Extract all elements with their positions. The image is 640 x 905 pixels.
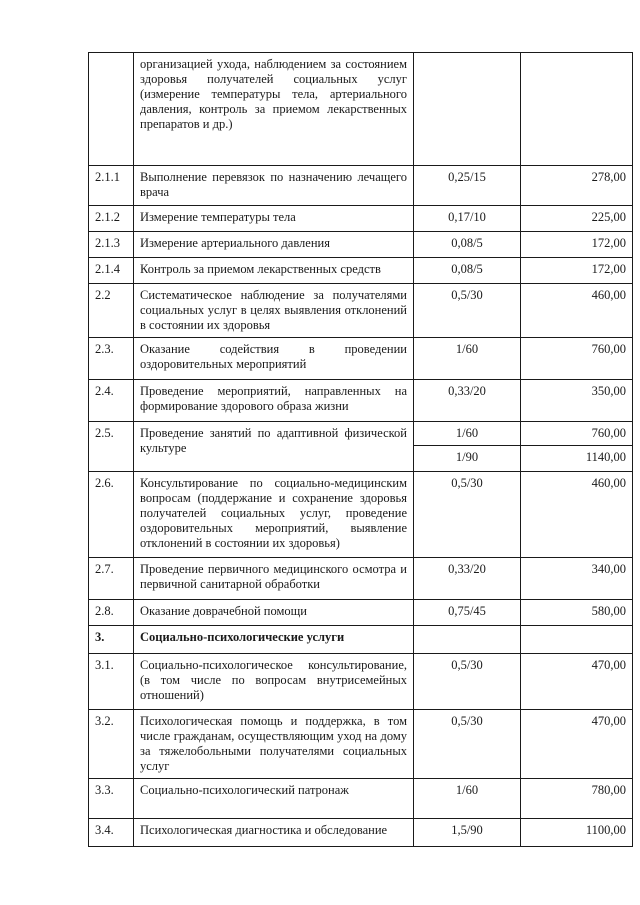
service-time: 0,25/15: [414, 166, 521, 206]
service-time: 0,5/30: [414, 284, 521, 338]
service-time-alt: 1/90: [414, 446, 521, 472]
service-price: 460,00: [521, 472, 633, 558]
table-row: [89, 472, 633, 558]
service-name: Социально-психологический патронаж: [134, 779, 414, 819]
section-title: Социально-психологические услуги: [134, 626, 414, 654]
service-price: 580,00: [521, 600, 633, 626]
table-row: [89, 206, 633, 232]
service-number: 2.7.: [89, 558, 134, 600]
service-time: 0,08/5: [414, 232, 521, 258]
table-row: [89, 600, 633, 626]
service-number: [89, 53, 134, 166]
service-name: организацией ухода, наблюдением за состоянием здоровья получателей социальных услуг (измерение температуры тела, артериального давления, контроль за приемом лекарственных препаратов и др.): [134, 53, 414, 166]
service-name: Измерение артериального давления: [134, 232, 414, 258]
service-time: 0,5/30: [414, 654, 521, 710]
service-time: 0,33/20: [414, 558, 521, 600]
service-name: Измерение температуры тела: [134, 206, 414, 232]
service-number: 2.8.: [89, 600, 134, 626]
section-number: 3.: [89, 626, 134, 654]
service-price: [521, 626, 633, 654]
service-price: 780,00: [521, 779, 633, 819]
service-time: 0,5/30: [414, 710, 521, 779]
services-tariff-table: [88, 52, 633, 847]
service-price: 1100,00: [521, 819, 633, 847]
service-name: Проведение мероприятий, направленных на формирование здорового образа жизни: [134, 380, 414, 422]
service-time: 0,5/30: [414, 472, 521, 558]
service-price-alt: 1140,00: [521, 446, 633, 472]
table-row: [89, 380, 633, 422]
table-row: [89, 422, 633, 446]
service-time: 0,33/20: [414, 380, 521, 422]
service-price: 225,00: [521, 206, 633, 232]
service-number: 2.6.: [89, 472, 134, 558]
service-number: 2.3.: [89, 338, 134, 380]
service-number: 3.4.: [89, 819, 134, 847]
table-row: [89, 284, 633, 338]
service-price: [521, 53, 633, 166]
service-name: Проведение первичного медицинского осмотра и первичной санитарной обработки: [134, 558, 414, 600]
table-row: [89, 166, 633, 206]
service-price: 278,00: [521, 166, 633, 206]
service-number: 3.2.: [89, 710, 134, 779]
section-row: [89, 626, 633, 654]
service-time: 1/60: [414, 779, 521, 819]
service-name: Выполнение перевязок по назначению лечащего врача: [134, 166, 414, 206]
service-name: Проведение занятий по адаптивной физической культуре: [134, 422, 414, 472]
service-price: 340,00: [521, 558, 633, 600]
service-name: Оказание доврачебной помощи: [134, 600, 414, 626]
service-name: Психологическая помощь и поддержка, в том числе гражданам, осуществляющим уход на дому за тяжелобольными получателями социальных услуг: [134, 710, 414, 779]
service-time: 0,17/10: [414, 206, 521, 232]
table-row: [89, 338, 633, 380]
service-name: Контроль за приемом лекарственных средств: [134, 258, 414, 284]
service-price: 470,00: [521, 710, 633, 779]
table-row: [89, 232, 633, 258]
table-row: [89, 258, 633, 284]
service-price: 760,00: [521, 338, 633, 380]
table-row: [89, 710, 633, 779]
service-price: 470,00: [521, 654, 633, 710]
service-name: Социально-психологическое консультирование, (в том числе по вопросам внутрисемейных отношений): [134, 654, 414, 710]
service-time: 0,75/45: [414, 600, 521, 626]
service-number: 2.2: [89, 284, 134, 338]
service-number: 2.4.: [89, 380, 134, 422]
service-number: 2.1.3: [89, 232, 134, 258]
table-row: [89, 558, 633, 600]
service-price: 760,00: [521, 422, 633, 446]
table-row: [89, 53, 633, 166]
table-row: [89, 654, 633, 710]
service-time: [414, 626, 521, 654]
table-row: [89, 779, 633, 819]
service-time: 1/60: [414, 422, 521, 446]
service-time: 1/60: [414, 338, 521, 380]
service-number: 2.5.: [89, 422, 134, 472]
service-name: Психологическая диагностика и обследование: [134, 819, 414, 847]
service-time: 0,08/5: [414, 258, 521, 284]
service-number: 2.1.4: [89, 258, 134, 284]
service-price: 350,00: [521, 380, 633, 422]
service-name: Оказание содействия в проведении оздоровительных мероприятий: [134, 338, 414, 380]
service-number: 3.1.: [89, 654, 134, 710]
service-name: Систематическое наблюдение за получателями социальных услуг в целях выявления отклонений в состоянии их здоровья: [134, 284, 414, 338]
service-name: Консультирование по социально-медицинским вопросам (поддержание и сохранение здоровья получателей социальных услуг, проведение оздоровительных мероприятий, выявление отклонений в состоянии их здоровья): [134, 472, 414, 558]
service-price: 460,00: [521, 284, 633, 338]
service-price: 172,00: [521, 232, 633, 258]
service-time: 1,5/90: [414, 819, 521, 847]
service-price: 172,00: [521, 258, 633, 284]
service-time: [414, 53, 521, 166]
service-number: 2.1.1: [89, 166, 134, 206]
service-number: 3.3.: [89, 779, 134, 819]
table-row: [89, 819, 633, 847]
service-number: 2.1.2: [89, 206, 134, 232]
